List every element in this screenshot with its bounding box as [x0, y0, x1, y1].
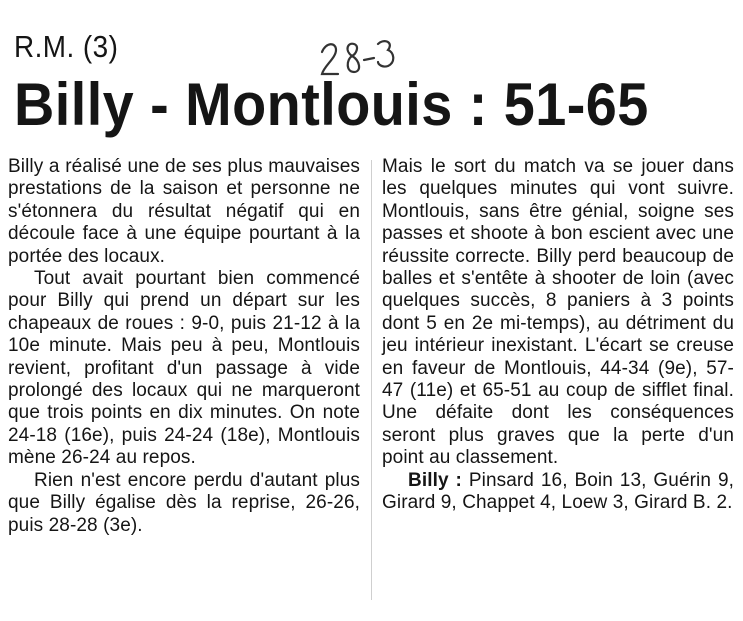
column-divider — [371, 160, 372, 600]
paragraph: Rien n'est encore perdu d'autant plus que Billy égalise dès la reprise, 26-26, puis 28-28 (3e). — [8, 469, 360, 536]
paragraph: Mais le sort du match va se jouer dans les quelques minutes qui vont suivre. Montlouis, sans être génial, soigne ses passes et shoote à bon escient avec une réussite correcte. Billy perd beaucoup de balles et s'entête à shooter de loin (avec quelques succès, 8 paniers à 3 points dont 5 en 2e mi-temps), au détriment du jeu intérieur inexistant. L'écart se creuse en faveur de Montlouis, 44-34 (9e), 57-47 (11e) et 65-51 au coup de sifflet final. Une défaite dont les conséquences seront plus graves que la perte d'un point au classement. — [382, 156, 734, 469]
paragraph: Billy a réalisé une de ses plus mauvaises prestations de la saison et personne ne s'étonnera du résultat négatif qui en découle face à une équipe pourtant à la portée des locaux. — [8, 156, 360, 267]
lineup-paragraph — [382, 470, 734, 515]
lineup-players: Pinsard 16, Boin 13, Guérin 9, Girard 9, Chappet 4, Loew 3, Girard B. 2. — [382, 469, 734, 514]
lineup-team-label: Billy : — [408, 469, 462, 491]
paragraph: Tout avait pourtant bien commencé pour Billy qui prend un départ sur les chapeaux de roues : 9-0, puis 21-12 à la 10e minute. Mais peu à peu, Montlouis revient, profitant d'un passage à vide prolongé des locaux qui ne marqueront que trois points en dix minutes. On note 24-18 (16e), puis 24-24 (18e), Montlouis mène 26-24 au repos. — [8, 268, 360, 469]
article-column-right — [382, 156, 734, 515]
article-column-left — [8, 156, 360, 537]
headline: Billy - Montlouis : 51-65 — [14, 71, 649, 138]
section-kicker: R.M. (3) — [14, 29, 119, 64]
